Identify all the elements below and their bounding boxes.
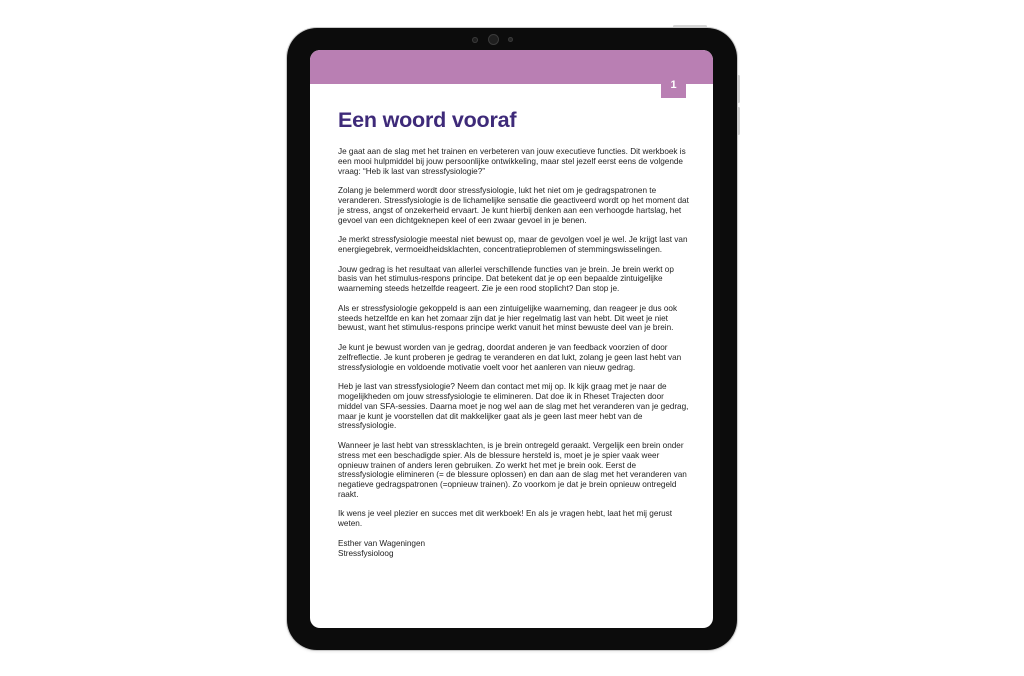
paragraph: Ik wens je veel plezier en succes met dit werkboek! En als je vragen hebt, laat het mij gerust weten. bbox=[338, 509, 673, 529]
tablet-screen bbox=[310, 50, 713, 628]
paragraph: Heb je last van stressfysiologie? Neem dan contact met mij op. Ik kijk graag met je naar de mogelijkheden om jouw stressfysiologie te elimineren. Dat doe ik in Rheset Trajecten door middel van SFA-sessies. Daarna moet je nog wel aan de slag met het veranderen van je gedrag, maar je kunt je voorstellen dat dit makkelijker gaat als je geen last meer hebt van de stressfysiologie. bbox=[338, 382, 689, 431]
volume-down-button bbox=[737, 107, 740, 135]
page-number-badge: 1 bbox=[661, 72, 686, 98]
camera-icon bbox=[488, 34, 499, 45]
sensor-icon bbox=[472, 37, 478, 43]
sensor-icon bbox=[508, 37, 513, 42]
paragraph: Je gaat aan de slag met het trainen en verbeteren van jouw executieve functies. Dit werkboek is een mooi hulpmiddel bij jouw persoonlijke ontwikkeling, maar stel jezelf eerst eens de volgende vraag: “Heb ik last van stressfysiologie?” bbox=[338, 147, 686, 176]
paragraph: Zolang je belemmerd wordt door stressfysiologie, lukt het niet om je gedragspatronen te veranderen. Stressfysiologie is de lichamelijke sensatie die geactiveerd wordt op het moment dat je stress, angst of onzekerheid ervaart. Je kunt hierbij denken aan een verhoogde hartslag, het gevoel van een dichtgeknepen keel of een zwaar gevoel in je benen. bbox=[338, 186, 689, 225]
paragraph: Je merkt stressfysiologie meestal niet bewust op, maar de gevolgen voel je wel. Je krijgt last van energiegebrek, vermoeidheidsklachten, concentratieproblemen of stemmingswisselingen. bbox=[338, 235, 688, 254]
paragraph: Je kunt je bewust worden van je gedrag, doordat anderen je van feedback voorzien of door zelfreflectie. Je kunt proberen je gedrag te veranderen en dat lukt, zolang je geen last hebt van stressfysiologie en voldoende motivatie voelt voor het aanleren van nieuw gedrag. bbox=[338, 342, 682, 372]
header-banner bbox=[310, 50, 713, 84]
document-body bbox=[338, 108, 690, 558]
volume-up-button bbox=[737, 75, 740, 103]
paragraph: Wanneer je last hebt van stressklachten, is je brein ontregeld geraakt. Vergelijk een brein onder stress met een beschadigde spier. Als de blessure hersteld is, moet je je spier vaak weer opnieuw trainen of anders leren gebruiken. Zo werkt het met je brein ook. Eerst de stressfysiologie elimineren (= de blessure oplossen) en dan aan de slag met het veranderen van negatieve gedragspatronen (=opnieuw trainen). Zo voorkom je dat je brein opnieuw ontregeld raakt. bbox=[338, 440, 687, 499]
paragraph: Als er stressfysiologie gekoppeld is aan een zintuigelijke waarneming, dan reageer je dus ook steeds hetzelfde en kan het zomaar zijn dat je hier regelmatig last van hebt. Dit weet je niet bewust, want het stimulus-respons principe werkt vanuit het minst bewuste deel van je brein. bbox=[338, 303, 678, 333]
paragraph: Jouw gedrag is het resultaat van allerlei verschillende functies van je brein. Je brein werkt op basis van het stimulus-respons principe. Dat betekent dat je op een bepaalde zintuigelijke waarneming steeds hetzelfde reageert. Zie je een rood stoplicht? Dan stop je. bbox=[338, 264, 674, 294]
page-title: Een woord vooraf bbox=[338, 108, 517, 132]
signature-name: Esther van Wageningen bbox=[338, 538, 426, 548]
signature-role: Stressfysioloog bbox=[338, 548, 394, 558]
